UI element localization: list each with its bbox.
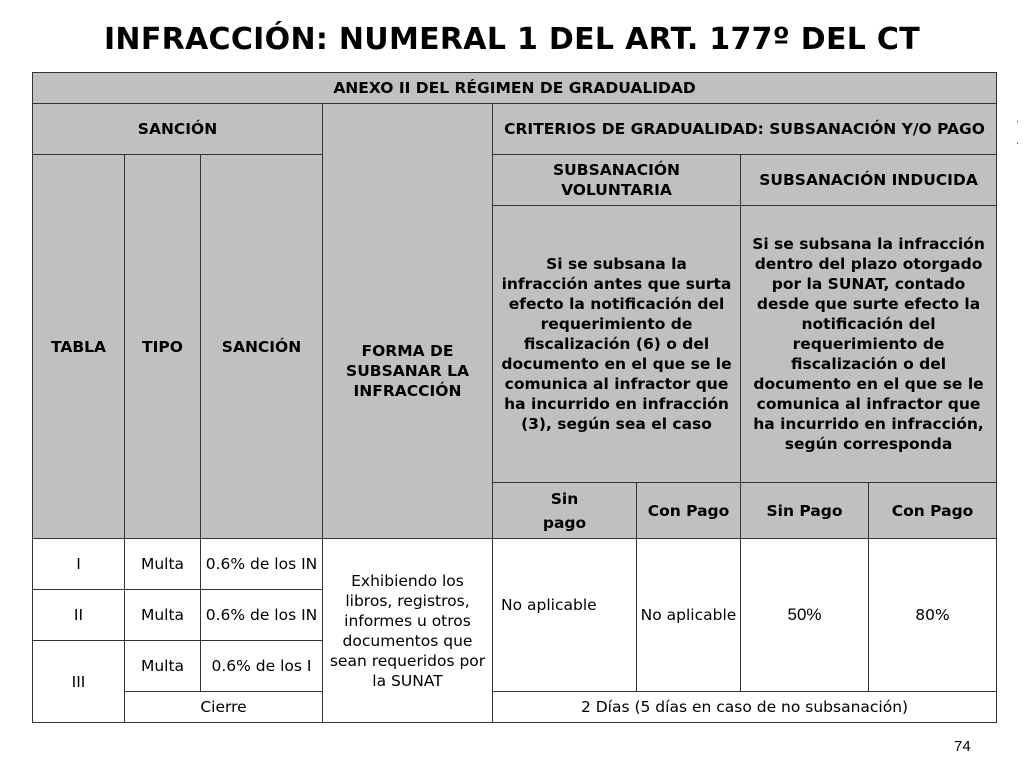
vol-con-pago-value: No aplicable (637, 539, 741, 692)
row-2-tipo: Multa (125, 590, 201, 641)
inducida-header: SUBSANACIÓN INDUCIDA (741, 155, 997, 206)
margin-mark: · (1016, 117, 1020, 128)
page-title: INFRACCIÓN: NUMERAL 1 DEL ART. 177º DEL CT (103, 22, 921, 57)
voluntaria-header: SUBSANACIÓN VOLUNTARIA (493, 155, 741, 206)
ind-sin-pago-header: Sin Pago (741, 483, 869, 539)
row-2-tabla: II (33, 590, 125, 641)
annex-header: ANEXO II DEL RÉGIMEN DE GRADUALIDAD (33, 73, 997, 104)
margin-mark: · (1016, 139, 1020, 150)
ind-sin-pago-value: 50% (741, 539, 869, 692)
row-3-sancion: 0.6% de los I (201, 641, 323, 692)
forma-subsanar-header: FORMA DE SUBSANAR LA INFRACCIÓN (323, 104, 493, 539)
row-1-sancion: 0.6% de los IN (201, 539, 323, 590)
forma-subsanar-value: Exhibiendo los libros, registros, informes u otros documentos que sean requeridos por la SUNAT (323, 539, 493, 723)
sancion-group-header: SANCIÓN (33, 104, 323, 155)
ind-con-pago-header: Con Pago (869, 483, 997, 539)
row-1-tipo: Multa (125, 539, 201, 590)
col-tipo-header: TIPO (125, 155, 201, 539)
row-3-tabla: III (33, 641, 125, 723)
ind-con-pago-value: 80% (869, 539, 997, 692)
vol-sin-pago-header (493, 483, 637, 539)
vol-sin-pago-value: No aplicable (493, 539, 637, 692)
cierre-value: 2 Días (5 días en caso de no subsanación) (493, 692, 997, 723)
col-tabla-header: TABLA (33, 155, 125, 539)
graduality-table (32, 72, 997, 723)
row-1-tabla: I (33, 539, 125, 590)
row-2-sancion: 0.6% de los IN (201, 590, 323, 641)
vol-sin-pago-line2: pago (542, 513, 587, 532)
row-3-tipo: Multa (125, 641, 201, 692)
page-number: 74 (954, 738, 971, 755)
criterios-header: CRITERIOS DE GRADUALIDAD: SUBSANACIÓN Y/O PAGO (493, 104, 997, 155)
col-sancion-header: SANCIÓN (201, 155, 323, 539)
vol-sin-pago-line1: Sin (550, 489, 579, 508)
cierre-label: Cierre (125, 692, 323, 723)
inducida-description: Si se subsana la infracción dentro del plazo otorgado por la SUNAT, contado desde que surte efecto la notificación del requerimiento de fiscalización o del documento en el que se le comunica al infractor que ha incurrido en infracción, según corresponda (741, 206, 997, 483)
voluntaria-description: Si se subsana la infracción antes que surta efecto la notificación del requerimiento de fiscalización (6) o del documento en el que se le comunica al infractor que ha incurrido en infracción (3), según sea el caso (493, 206, 741, 483)
vol-con-pago-header: Con Pago (637, 483, 741, 539)
